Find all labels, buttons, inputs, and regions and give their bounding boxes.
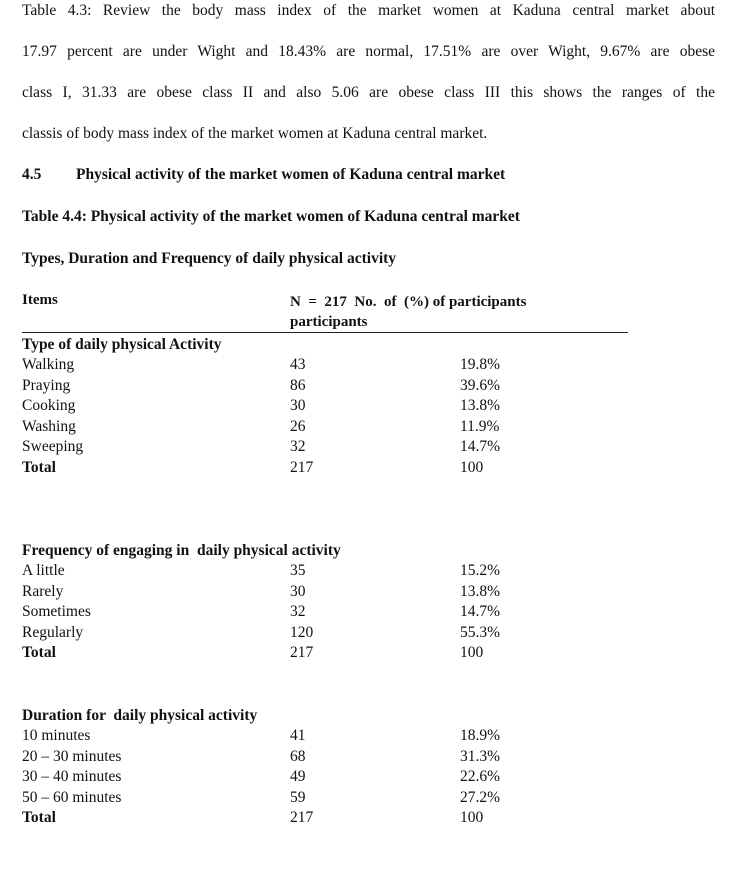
header-count-line: participants (290, 314, 368, 330)
row-count: 30 (290, 397, 306, 415)
section-title: Physical activity of the market women of Kaduna central market (76, 166, 506, 183)
row-count: 30 (290, 582, 306, 600)
row-percent: 11.9% (460, 417, 500, 435)
intro-line: Table 4.3: Review the body mass index of the market women at Kaduna central market about (22, 2, 715, 19)
header-count-percent (290, 292, 608, 332)
row-count: 32 (290, 438, 306, 456)
row-percent: 18.9% (460, 727, 501, 744)
section-number: 4.5 (22, 166, 42, 183)
row-label: 20 – 30 minutes (22, 747, 122, 765)
row-count: 217 (290, 809, 314, 827)
table-row (22, 747, 642, 768)
row-count: 26 (290, 417, 306, 435)
row-percent: 39.6% (460, 376, 501, 394)
row-count: 32 (290, 603, 306, 621)
row-percent: 27.2% (460, 788, 501, 806)
row-label: Sometimes (22, 603, 91, 621)
row-count: 59 (290, 788, 306, 806)
row-percent: 19.8% (460, 356, 501, 373)
header-items: Items (22, 292, 58, 308)
row-label: Walking (22, 356, 75, 373)
row-label: Cooking (22, 397, 76, 415)
table-group-frequency (22, 541, 642, 664)
table-row (22, 437, 642, 458)
table-row (22, 355, 642, 376)
row-count: 43 (290, 356, 306, 373)
table-group-type (22, 335, 642, 479)
group-title: Duration for daily physical activity (22, 707, 258, 724)
row-count: 217 (290, 458, 314, 476)
intro-line: classis of body mass index of the market women at Kaduna central market. (22, 125, 488, 142)
table-header (22, 292, 628, 333)
table-row (22, 623, 642, 644)
row-count: 49 (290, 768, 306, 786)
row-label: 50 – 60 minutes (22, 788, 122, 806)
row-count: 41 (290, 727, 306, 744)
table-row (22, 582, 642, 603)
group-title: Frequency of engaging in daily physical activity (22, 542, 341, 559)
row-label: A little (22, 562, 65, 579)
row-percent: 100 (460, 644, 484, 662)
intro-paragraph (22, 0, 715, 154)
row-count: 217 (290, 644, 314, 662)
row-label: Washing (22, 417, 76, 435)
row-percent: 13.8% (460, 582, 501, 600)
section-heading (22, 166, 505, 184)
intro-line: 17.97 percent are under Wight and 18.43% are normal, 17.51% are over Wight, 9.67% are obese (22, 43, 715, 60)
row-percent: 100 (460, 809, 484, 827)
row-label: Total (22, 644, 56, 662)
row-label: Praying (22, 376, 71, 394)
group-title: Type of daily physical Activity (22, 336, 222, 353)
table-caption: Table 4.4: Physical activity of the market women of Kaduna central market (22, 208, 520, 225)
table-subtitle: Types, Duration and Frequency of daily physical activity (22, 250, 397, 267)
table-row (22, 417, 642, 438)
intro-line: class I, 31.33 are obese class II and also 5.06 are obese class III this shows the ranges of the (22, 84, 715, 101)
row-label: Regularly (22, 623, 84, 641)
table-row (22, 561, 642, 582)
row-percent: 14.7% (460, 603, 501, 621)
row-count: 68 (290, 747, 306, 765)
row-percent: 14.7% (460, 438, 501, 456)
row-label: 30 – 40 minutes (22, 768, 122, 786)
row-count: 120 (290, 623, 314, 641)
table-row (22, 788, 642, 809)
row-label: Rarely (22, 582, 64, 600)
row-count: 35 (290, 562, 306, 579)
row-count: 86 (290, 376, 306, 394)
header-count-line: N = 217 No. of (%) of participants (290, 294, 527, 310)
table-row-total (22, 643, 642, 664)
row-label: Total (22, 809, 56, 827)
row-label: Total (22, 458, 56, 476)
table-row (22, 726, 642, 747)
table-group-duration (22, 706, 642, 829)
row-percent: 13.8% (460, 397, 501, 415)
table-row-total (22, 458, 642, 479)
table-row-total (22, 808, 642, 829)
row-label: Sweeping (22, 438, 84, 456)
row-percent: 31.3% (460, 747, 501, 765)
row-percent: 55.3% (460, 623, 501, 641)
table-row (22, 396, 642, 417)
table-row (22, 602, 642, 623)
row-percent: 100 (460, 458, 484, 476)
table-row (22, 376, 642, 397)
row-percent: 22.6% (460, 768, 501, 786)
row-label: 10 minutes (22, 727, 91, 744)
row-percent: 15.2% (460, 562, 501, 579)
table-row (22, 767, 642, 788)
